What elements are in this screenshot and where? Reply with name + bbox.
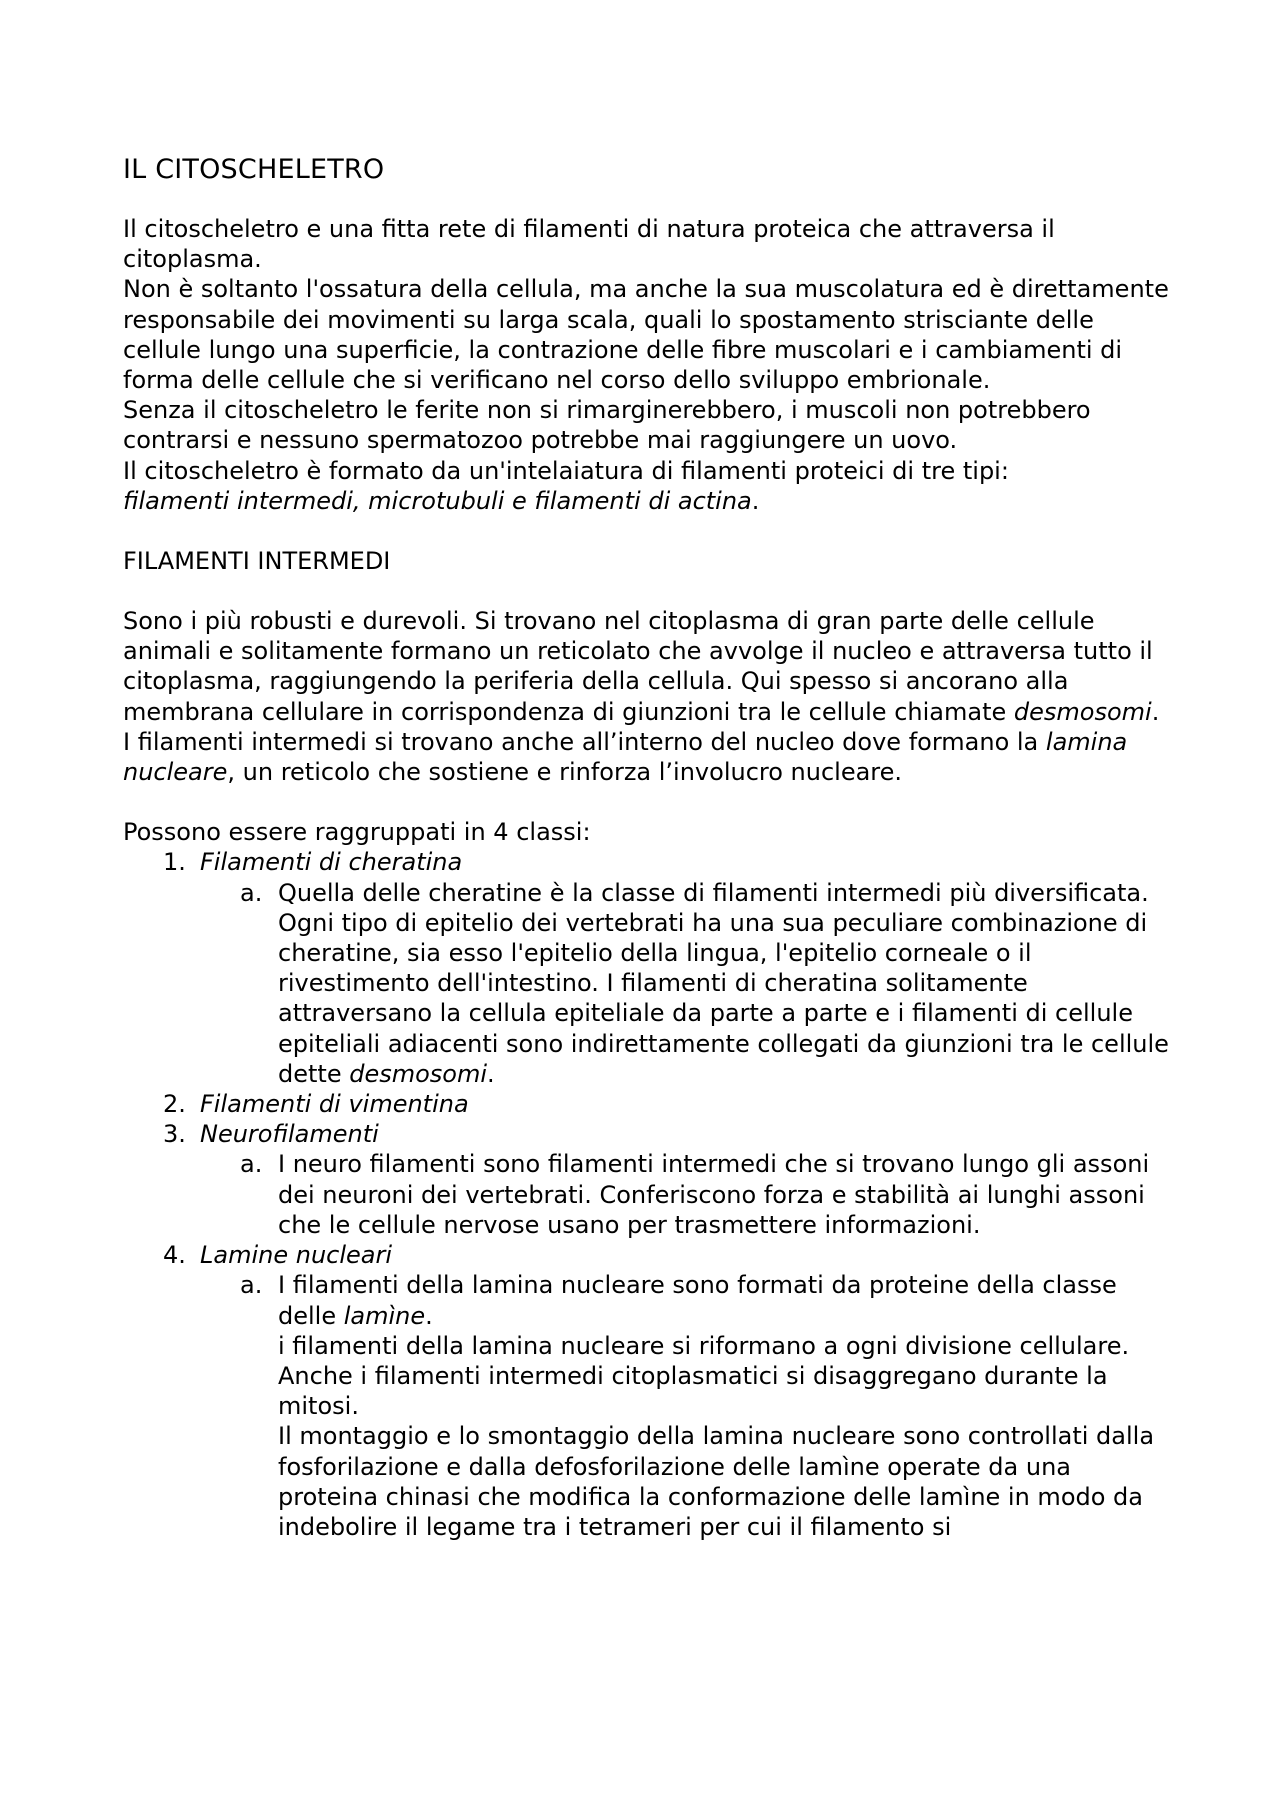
sub-list-item: a. I filamenti della lamina nucleare sono formati da proteine della classe delle lamìne. i filamenti della lamina nucleare si riformano a ogni divisione cellulare. Anche i filamenti intermedi citoplasmatici si disaggregano durante la mitosi. Il montaggio e lo smontaggio della lamina nucleare sono controllati dalla fosforilazione e dalla defosforilazione delle lamìne operate da una proteina chinasi che modifica la conformazione delle lamìne in modo da indebolire il legame tra i tetrameri per cui il filamento si	[240, 1271, 1155, 1541]
sub-list-item: a. Quella delle cheratine è la classe di filamenti intermedi più diversificata. Ogni tipo di epitelio dei vertebrati ha una sua peculiare combinazione di cheratine, sia esso l'epitelio della lingua, l'epitelio corneale o il rivestimento dell'intestino. I filamenti di cheratina solitamente attraversano la cellula epiteliale da parte a parte e i filamenti di cellule epiteliali adiacenti sono indirettamente collegati da giunzioni tra le cellule dette desmosomi.	[240, 878, 1169, 1088]
list-item: 4. Lamine nucleari	[163, 1241, 393, 1270]
sub-list-item: a. I neuro filamenti sono filamenti intermedi che si trovano lungo gli assoni dei neuroni dei vertebrati. Conferiscono forza e stabilità ai lunghi assoni che le cellule nervose usano per trasmettere informazioni.	[240, 1150, 1150, 1239]
intro-paragraph-3: Senza il citoscheletro le ferite non si rimarginerebbero, i muscoli non potrebbero contrarsi e nessuno spermatozoo potrebbe mai raggiungere un uovo.	[123, 396, 1091, 455]
filament-types: filamenti intermedi, microtubuli e filamenti di actina	[123, 486, 752, 515]
intro-paragraph-4: Il citoscheletro è formato da un'intelaiatura di filamenti proteici di tre tipi: filamenti intermedi, microtubuli e filamenti di actina.	[123, 456, 1009, 515]
section-paragraph-2: I filamenti intermedi si trovano anche all’interno del nucleo dove formano la lamina nucleare, un reticolo che sostiene e rinforza l’involucro nucleare.	[123, 727, 1128, 787]
document-body	[123, 150, 1173, 1542]
section-heading: FILAMENTI INTERMEDI	[123, 547, 391, 576]
classes-list	[123, 847, 1173, 1542]
page-title: IL CITOSCHELETRO	[123, 154, 385, 185]
list-item: 1. Filamenti di cheratina	[163, 848, 463, 877]
intro-paragraph-1: Il citoscheletro e una fitta rete di filamenti di natura proteica che attraversa il citoplasma.	[123, 215, 1055, 274]
section-paragraph-1: Sono i più robusti e durevoli. Si trovano nel citoplasma di gran parte delle cellule animali e solitamente formano un reticolato che avvolge il nucleo e attraversa tutto il citoplasma, raggiungendo la periferia della cellula. Qui spesso si ancorano alla membrana cellulare in corrispondenza di giunzioni tra le cellule chiamate desmosomi.	[123, 607, 1160, 726]
list-item: 3. Neurofilamenti	[163, 1120, 379, 1149]
classes-intro: Possono essere raggruppati in 4 classi:	[123, 818, 591, 847]
list-item: 2. Filamenti di vimentina	[163, 1090, 469, 1119]
intro-paragraph-2: Non è soltanto l'ossatura della cellula, ma anche la sua muscolatura ed è direttamente responsabile dei movimenti su larga scala, quali lo spostamento strisciante delle cellule lungo una superficie, la contrazione delle fibre muscolari e i cambiamenti di forma delle cellule che si verificano nel corso dello sviluppo embrionale.	[123, 275, 1169, 395]
